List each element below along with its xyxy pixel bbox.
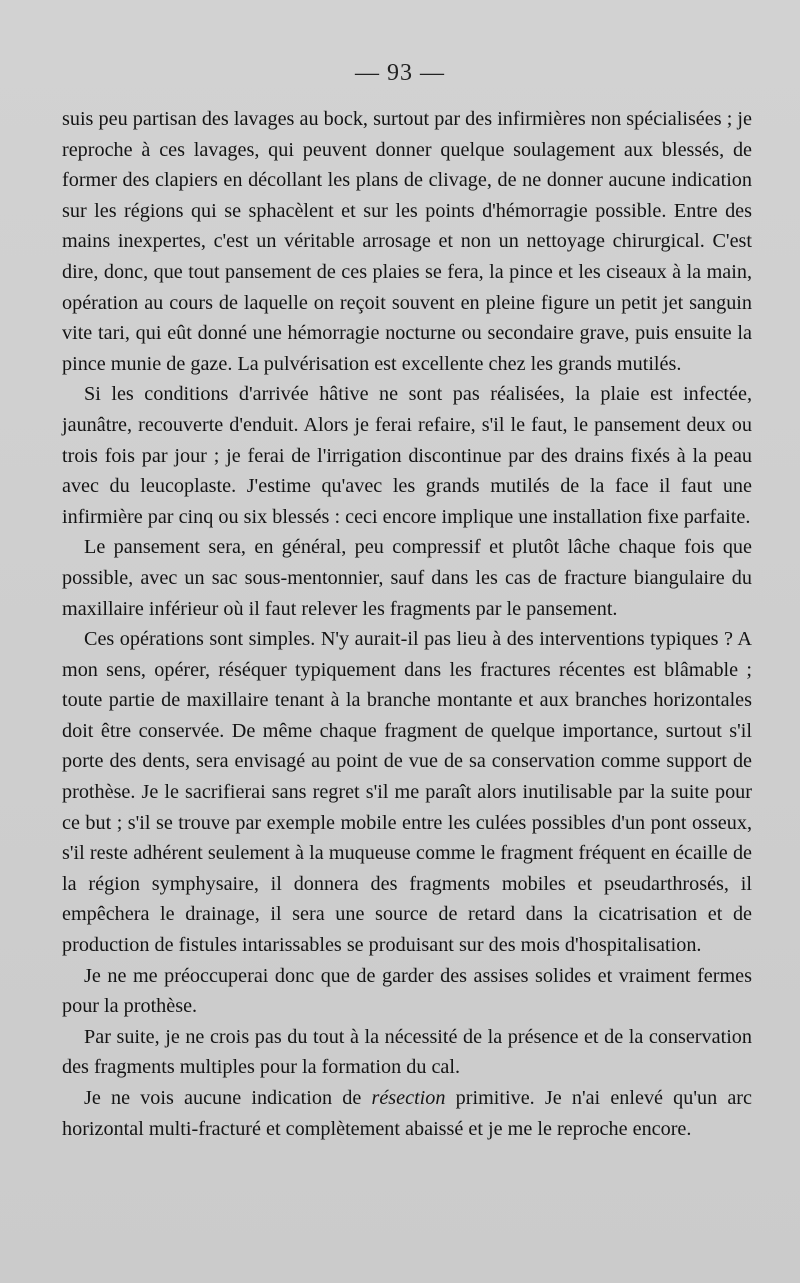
text-run: primitive. Je n'ai enlevé qu'un arc horizontal multi-fracturé et complètement abaissé et je me le reproche encore. — [62, 1087, 752, 1140]
paragraph-last — [62, 1083, 752, 1144]
paragraph: Le pansement sera, en général, peu compressif et plutôt lâche chaque fois que possible, avec un sac sous-mentonnier, sauf dans les cas de fracture biangulaire du maxillaire inférieur où il faut relever les fragments par le pansement. — [62, 536, 752, 620]
paragraph: Ces opérations sont simples. N'y aurait-il pas lieu à des interventions typiques ? A mon sens, opérer, réséquer typiquement dans les fractures récentes est blâmable ; toute partie de maxillaire tenant à la branche montante et aux branches horizontales doit être conservée. De même chaque fragment de quelque importance, surtout s'il porte des dents, sera envisagé au point de vue de sa conservation comme support de prothèse. Je le sacrifierai sans regret s'il me paraît alors inutilisable par la suite pour ce but ; s'il se trouve par exemple mobile entre les culées possibles d'un pont osseux, s'il reste adhérent seulement à la muqueuse comme le fragment fréquent en écaille de la région symphysaire, il donnera des fragments mobiles et pseudarthrosés, il empêchera le drainage, il sera une source de retard dans la cicatrisation et de production de fistules intarissables se produisant sur des mois d'hospitalisation. — [62, 628, 752, 957]
text-run: Je ne vois aucune indication de — [84, 1087, 372, 1109]
paragraph: Je ne me préoccuperai donc que de garder des assises solides et vraiment fermes pour la prothèse. — [62, 964, 752, 1018]
paragraph: Par suite, je ne crois pas du tout à la nécessité de la présence et de la conservation des fragments multiples pour la formation du cal. — [62, 1025, 752, 1079]
paragraph: suis peu partisan des lavages au bock, surtout par des infirmières non spécialisées ; je reproche à ces lavages, qui peuvent donner quelque soulagement aux blessés, de former des clapiers en décollant les plans de clivage, de ne donner aucune indication sur les régions qui se sphacèlent et sur les points d'hémorragie possible. Entre des mains inexpertes, c'est un véritable arrosage et non un nettoyage chirurgical. C'est dire, donc, que tout pansement de ces plaies se fera, la pince et les ciseaux à la main, opération au cours de laquelle on reçoit souvent en pleine figure un petit jet sanguin vite tari, qui eût donné une hémorragie nocturne ou secondaire grave, puis ensuite la pince munie de gaze. La pulvérisation est excellente chez les grands mutilés. — [62, 108, 752, 375]
page-number: — 93 — — [355, 60, 445, 86]
paragraph: Si les conditions d'arrivée hâtive ne sont pas réalisées, la plaie est infectée, jaunâtre, recouverte d'enduit. Alors je ferai refaire, s'il le faut, le pansement deux ou trois fois par jour ; je ferai de l'irrigation discontinue par des drains fixés à la peau avec du leucoplaste. J'estime qu'avec les grands mutilés de la face il faut une infirmière par cinq ou six blessés : ceci encore implique une installation fixe parfaite. — [62, 383, 752, 528]
body-text — [62, 104, 752, 1144]
italic-term: résection — [371, 1087, 446, 1109]
